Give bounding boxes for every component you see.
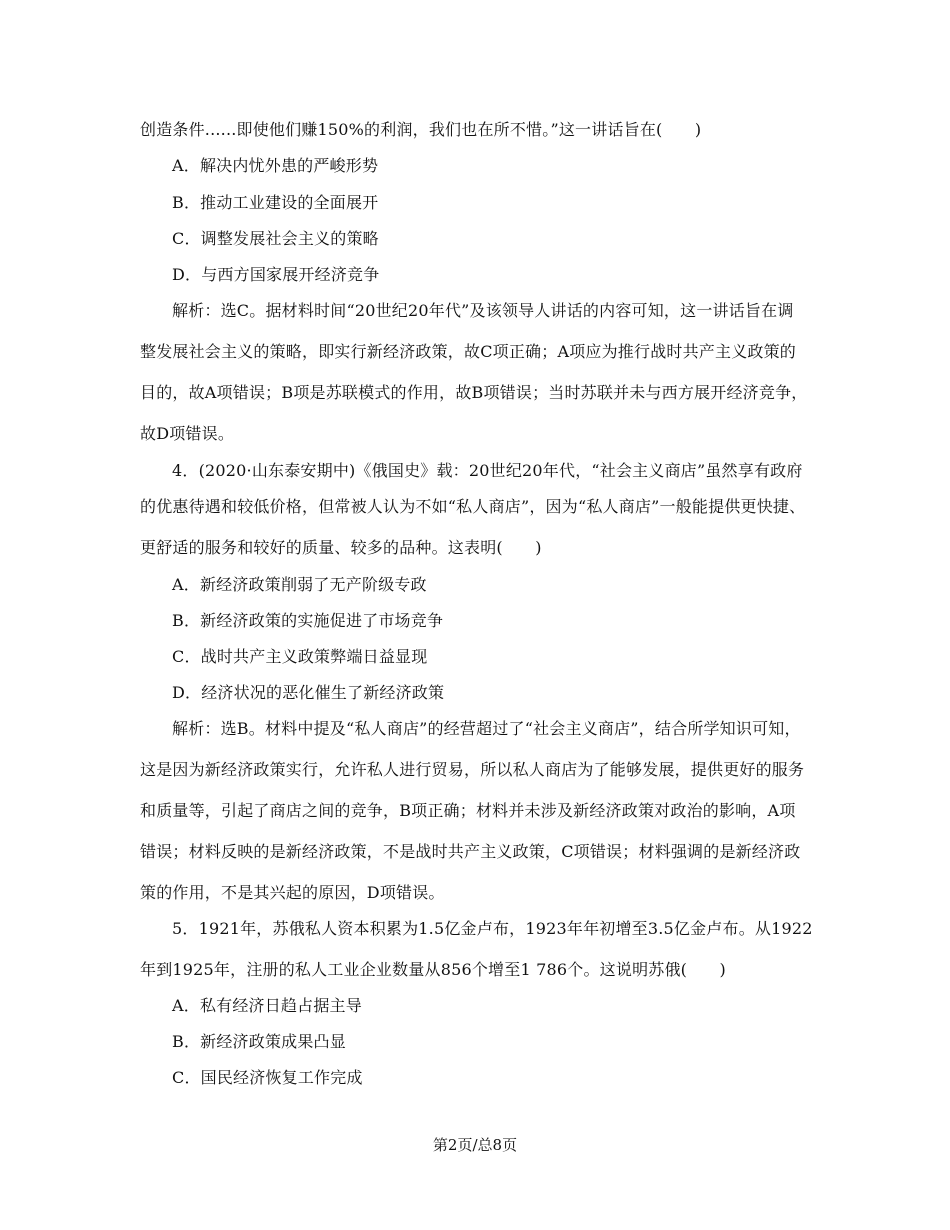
analysis-line: 故D项错误。 [140, 424, 235, 443]
page-number-footer: 第2页/总8页 [432, 1136, 518, 1154]
question-5-stem: 5．1921年，苏俄私人资本积累为1.5亿金卢布，1923年年初增至3.5亿金卢布。从1922 [172, 919, 813, 938]
analysis-line: 策的作用，不是其兴起的原因，D项错误。 [140, 883, 445, 902]
option-c: C．国民经济恢复工作完成 [172, 1068, 363, 1087]
analysis-line: 目的，故A项错误；B项是苏联模式的作用，故B项错误；当时苏联并未与西方展开经济竞争， [140, 383, 808, 402]
option-c: C．调整发展社会主义的策略 [172, 229, 379, 248]
analysis-line: 解析：选B。材料中提及“私人商店”的经营超过了“社会主义商店”，结合所学知识可知， [172, 719, 801, 738]
question-5-stem: 年到1925年，注册的私人工业企业数量从856个增至1 786个。这说明苏俄( ) [140, 960, 726, 979]
option-a: A．新经济政策削弱了无产阶级专政 [172, 575, 427, 594]
question-4-stem: 4．(2020·山东泰安期中)《俄国史》载：20世纪20年代，“社会主义商店”虽然享有政府 [172, 461, 803, 480]
option-d: D．与西方国家展开经济竞争 [172, 265, 380, 284]
question-3-stem-end: 创造条件......即使他们赚150%的利润，我们也在所不惜。”这一讲话旨在( ) [140, 120, 702, 139]
option-d: D．经济状况的恶化催生了新经济政策 [172, 683, 445, 702]
option-c: C．战时共产主义政策弊端日益显现 [172, 647, 428, 666]
question-4-stem: 的优惠待遇和较低价格，但常被人认为不如“私人商店”，因为“私人商店”一般能提供更快捷、 [140, 497, 806, 516]
question-4-stem: 更舒适的服务和较好的质量、较多的品种。这表明( ) [140, 538, 542, 557]
option-a: A．解决内忧外患的严峻形势 [172, 156, 379, 175]
analysis-line: 解析：选C。据材料时间“20世纪20年代”及该领导人讲话的内容可知，这一讲话旨在调 [172, 301, 794, 320]
analysis-line: 错误；材料反映的是新经济政策，不是战时共产主义政策，C项错误；材料强调的是新经济政 [140, 842, 801, 861]
option-a: A．私有经济日趋占据主导 [172, 996, 362, 1015]
analysis-line: 整发展社会主义的策略，即实行新经济政策，故C项正确；A项应为推行战时共产主义政策的 [140, 342, 796, 361]
analysis-line: 这是因为新经济政策实行，允许私人进行贸易，所以私人商店为了能够发展，提供更好的服务 [140, 760, 805, 779]
option-b: B．新经济政策成果凸显 [172, 1032, 346, 1051]
option-b: B．推动工业建设的全面展开 [172, 193, 379, 212]
analysis-line: 和质量等，引起了商店之间的竞争，B项正确；材料并未涉及新经济政策对政治的影响，A项 [140, 801, 796, 820]
option-b: B．新经济政策的实施促进了市场竞争 [172, 611, 444, 630]
